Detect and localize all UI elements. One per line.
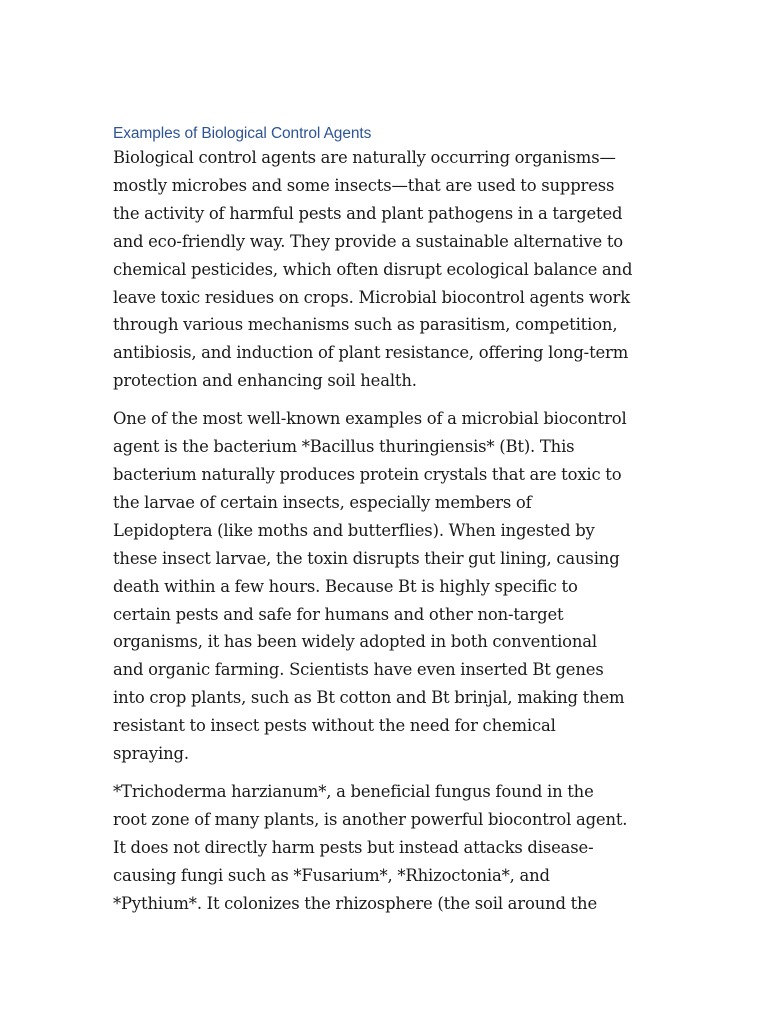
text-line: certain pests and safe for humans and other non-target (113, 604, 564, 624)
paragraph-trichoderma (113, 778, 658, 918)
text-line: It does not directly harm pests but instead attacks disease- (113, 837, 594, 857)
text-line: the larvae of certain insects, especially members of (113, 492, 532, 512)
text-line: spraying. (113, 744, 189, 764)
text-line: through various mechanisms such as parasitism, competition, (113, 315, 618, 335)
text-line: chemical pesticides, which often disrupt ecological balance and (113, 259, 633, 279)
text-line: agent is the bacterium *Bacillus thuringiensis* (Bt). This (113, 437, 575, 457)
text-line: resistant to insect pests without the need for chemical (113, 716, 556, 736)
document-content (113, 124, 658, 917)
text-line: into crop plants, such as Bt cotton and Bt brinjal, making them (113, 688, 625, 708)
text-line: antibiosis, and induction of plant resistance, offering long-term (113, 343, 629, 363)
text-line: death within a few hours. Because Bt is highly specific to (113, 576, 578, 596)
paragraph-bacillus (113, 405, 658, 768)
text-line: the activity of harmful pests and plant pathogens in a targeted (113, 203, 623, 223)
text-line: One of the most well-known examples of a microbial biocontrol (113, 409, 627, 429)
text-line: Lepidoptera (like moths and butterflies). When ingested by (113, 520, 595, 540)
paragraph-intro (113, 144, 658, 395)
text-line: root zone of many plants, is another powerful biocontrol agent. (113, 809, 628, 829)
text-line: protection and enhancing soil health. (113, 371, 417, 391)
text-line: causing fungi such as *Fusarium*, *Rhizoctonia*, and (113, 865, 550, 885)
text-line: Biological control agents are naturally occurring organisms— (113, 148, 616, 167)
text-line: organisms, it has been widely adopted in both conventional (113, 632, 597, 652)
text-line: these insect larvae, the toxin disrupts their gut lining, causing (113, 548, 620, 568)
text-line: *Trichoderma harzianum*, a beneficial fungus found in the (113, 781, 594, 801)
text-line: bacterium naturally produces protein crystals that are toxic to (113, 464, 622, 484)
text-line: *Pythium*. It colonizes the rhizosphere (the soil around the (113, 893, 598, 913)
section-heading: Examples of Biological Control Agents (113, 125, 372, 142)
text-line: leave toxic residues on crops. Microbial biocontrol agents work (113, 287, 630, 307)
text-line: and organic farming. Scientists have even inserted Bt genes (113, 660, 604, 680)
text-line: mostly microbes and some insects—that are used to suppress (113, 175, 615, 195)
text-line: and eco-friendly way. They provide a sustainable alternative to (113, 231, 623, 251)
